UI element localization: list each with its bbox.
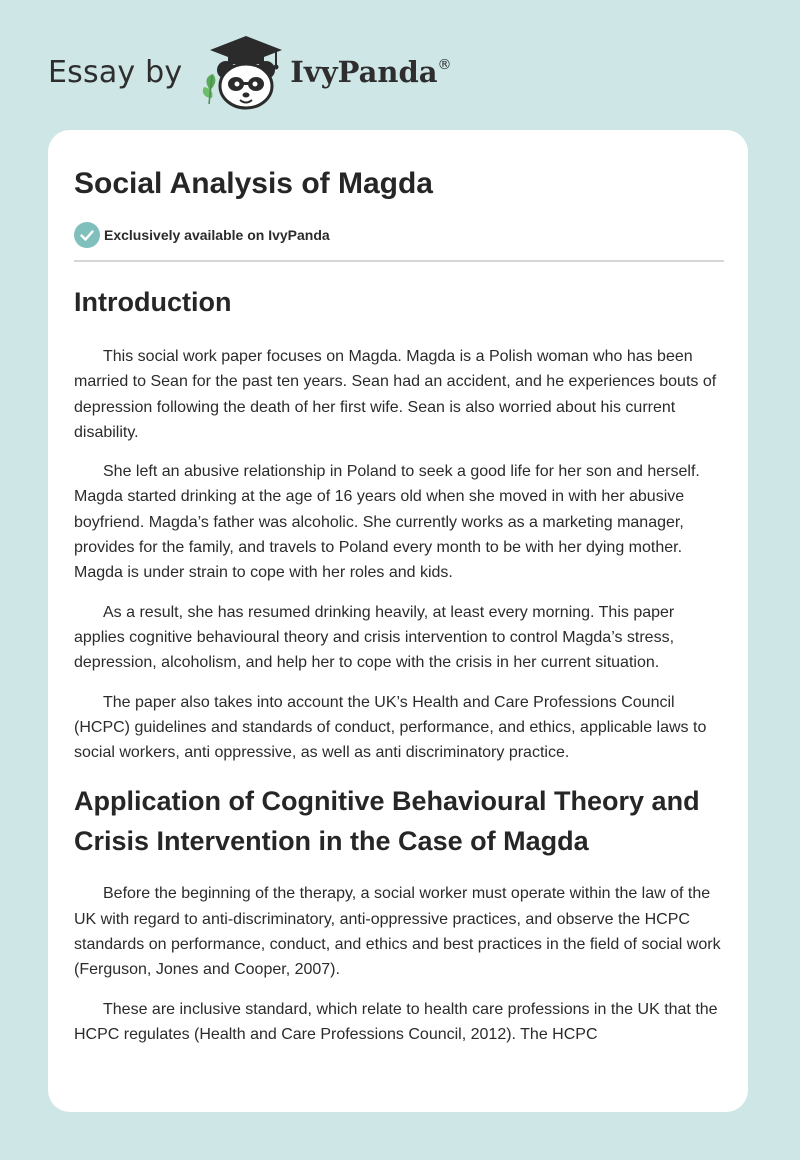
site-brand[interactable]	[48, 32, 452, 112]
section-heading: Introduction	[74, 287, 232, 317]
section-application	[74, 781, 724, 1047]
title-divider	[74, 260, 724, 262]
paragraph: The paper also takes into account the UK’s Health and Care Professions Council (HCPC) guidelines and standards of conduct, performance, and ethics, applicable laws to social workers, anti oppressive, as well as anti discriminatory practice.	[74, 693, 707, 762]
ivy-leaf-icon	[203, 74, 216, 104]
paragraph: She left an abusive relationship in Poland to seek a good life for her son and herself. Magda started drinking at the age of 16 years old when she moved in with her abusive boyfriend. Magda’s father was alcoholic. She currently works as a marketing manager, provides for the family, and travels to Poland every month to be with her dying mother. Magda is under strain to cope with her roles and kids.	[74, 463, 700, 582]
section-introduction	[74, 282, 724, 765]
registered-mark: ®	[437, 57, 452, 74]
paragraph: As a result, she has resumed drinking heavily, at least every morning. This paper applies cognitive behavioural theory and crisis intervention to control Magda’s stress, depression, alcoholism, and help her to cope with the crisis in her current situation.	[74, 603, 675, 672]
paragraph: These are inclusive standard, which relate to health care professions in the UK that the HCPC regulates (Health and Care Professions Council, 2012). The HCPC	[74, 1000, 718, 1043]
panda-graduation-cap-icon	[196, 32, 288, 112]
paragraph: This social work paper focuses on Magda. Magda is a Polish woman who has been married to Sean for the past ten years. Sean had an accident, and he experiences bouts of depression following the death of her first wife. Sean is also worried about his current disability.	[74, 348, 717, 441]
section-heading: Application of Cognitive Behavioural Theory and Crisis Intervention in the Case of Magda	[74, 786, 700, 857]
paragraph: Before the beginning of the therapy, a social worker must operate within the law of the UK with regard to anti-discriminatory, anti-oppressive practices, and observe the HCPC standards on performance, conduct, and ethics and best practices in the field of social work (Ferguson, Jones and Cooper, 2007).	[74, 885, 721, 979]
check-circle-icon	[74, 222, 100, 248]
brand-prefix: Essay by	[48, 54, 183, 90]
exclusive-badge-text: Exclusively available on IvyPanda	[104, 227, 330, 243]
page-title: Social Analysis of Magda	[74, 167, 433, 200]
essay-content	[74, 166, 724, 1047]
brand-name: IvyPanda®	[290, 55, 452, 89]
essay-card	[48, 130, 748, 1112]
exclusive-badge	[74, 222, 724, 248]
